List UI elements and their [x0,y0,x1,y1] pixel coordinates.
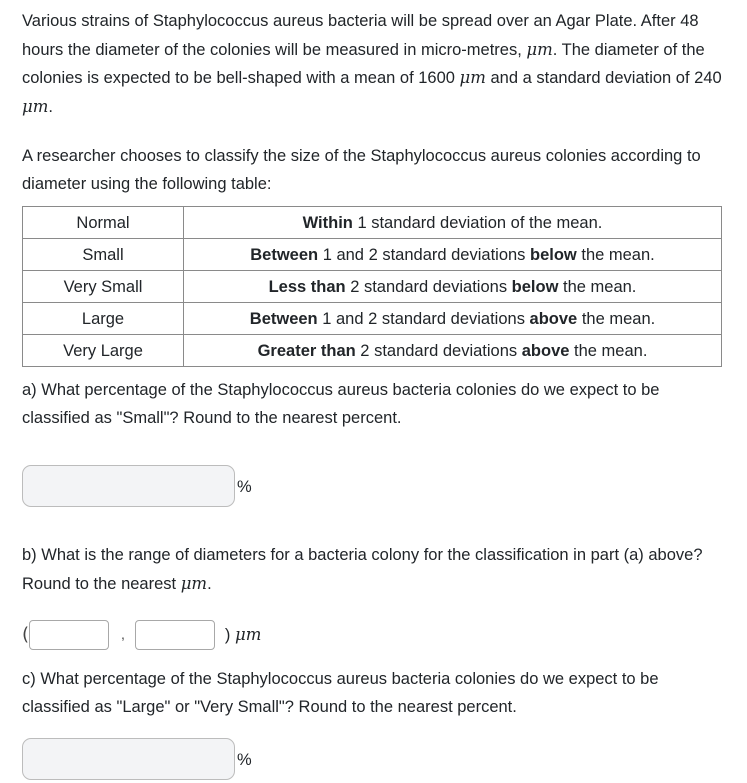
percent-unit: % [237,478,252,497]
answer-a-input[interactable] [22,465,235,507]
open-paren: ( [22,624,30,646]
row-description: Greater than 2 standard deviations above the mean. [184,335,722,367]
intro-paragraph [22,8,722,121]
question-b: b) What is the range of diameters for a bacteria colony for the classification in part (a) above? Round to the nearest μm. [22,546,703,593]
intro-text-4: . [48,97,53,116]
row-description: Less than 2 standard deviations below the mean. [184,271,722,303]
question-a: a) What percentage of the Staphylococcus aureus bacteria colonies do we expect to be classified as "Small"? Round to the nearest percent. [22,381,660,427]
intro-text-1: Various strains of Staphylococcus aureus bacteria will be spread over an Agar Plate. After 48 hours the diameter of the colonies will be measured in micro-metres, [22,12,699,59]
unit-symbol: μm [526,39,553,59]
answer-c-row [22,735,722,783]
question-content [22,8,722,783]
table-row [23,239,722,271]
intro-text-2: . The diameter of the colonies is expected to be bell-shaped with a mean of 1600 [22,40,705,87]
table-row [23,207,722,239]
unit-symbol: μm [459,68,486,87]
answer-c-input[interactable] [22,738,235,780]
row-description: Between 1 and 2 standard deviations above the mean. [184,303,722,335]
table-intro-paragraph: A researcher chooses to classify the size of the Staphylococcus aureus colonies according to diameter using the following table: [22,147,701,193]
range-low-input[interactable] [29,620,109,650]
row-label: Very Large [23,335,184,367]
table-row [23,303,722,335]
classification-table [22,206,722,367]
table-row [23,271,722,303]
answer-b-row [22,618,722,652]
table-row [23,335,722,367]
row-label: Small [23,239,184,271]
range-unit: ) μm [224,624,262,644]
row-description: Between 1 and 2 standard deviations below the mean. [184,239,722,271]
question-c: c) What percentage of the Staphylococcus aureus bacteria colonies do we expect to be classified as "Large" or "Very Small"? Round to the nearest percent. [22,670,659,716]
intro-text-3: and a standard deviation of 240 [485,69,722,87]
answer-a-row [22,462,722,510]
row-label: Very Small [23,271,184,303]
range-comma: , [121,626,125,643]
row-description: Within 1 standard deviation of the mean. [184,207,722,239]
unit-symbol: μm [22,96,49,116]
range-high-input[interactable] [135,620,215,650]
percent-unit: % [237,751,252,770]
row-label: Large [23,303,184,335]
row-label: Normal [23,207,184,239]
